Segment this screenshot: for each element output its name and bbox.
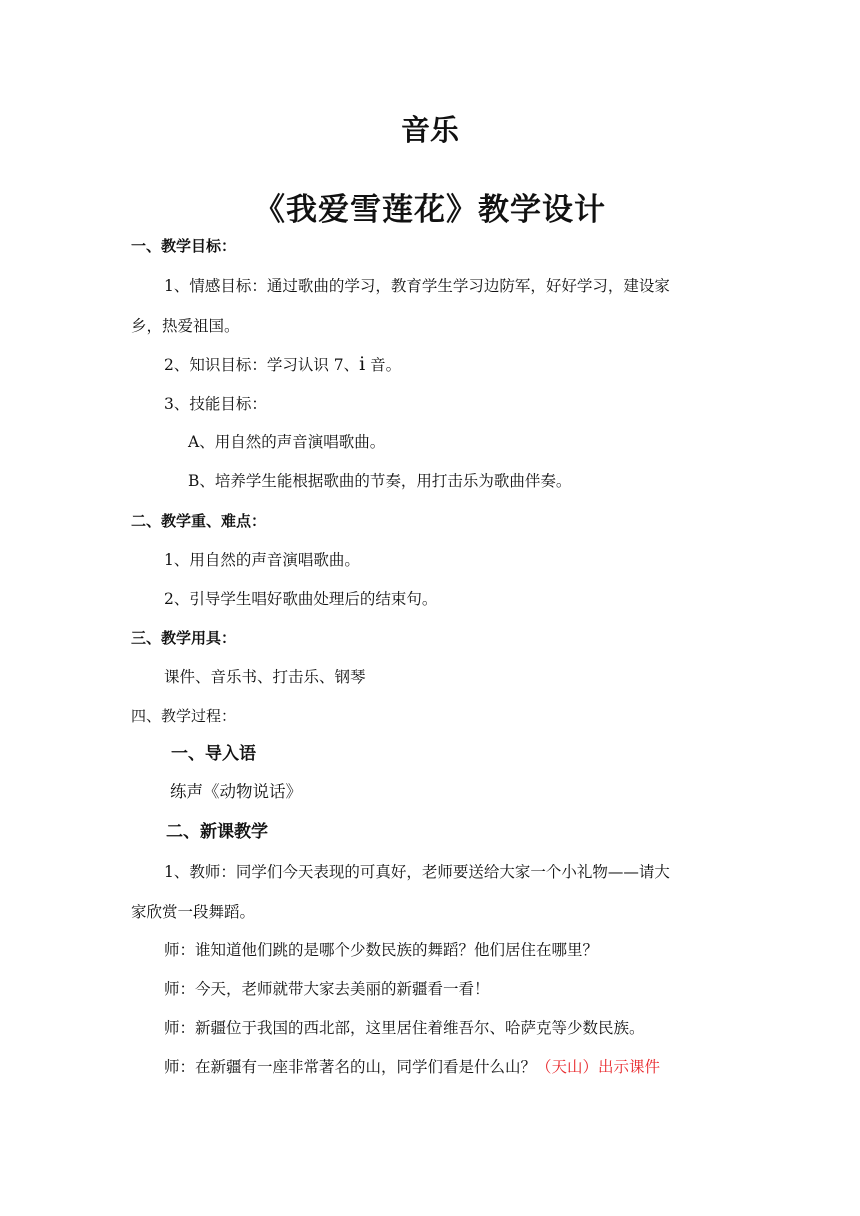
lesson-paragraph-5	[164, 1057, 660, 1077]
objective-3-a: A、用自然的声音演唱歌曲。	[188, 433, 386, 451]
section-heading-tools: 三、教学用具：	[131, 629, 237, 647]
section-heading-process: 四、教学过程：	[131, 707, 237, 725]
lesson-paragraph-5-text: 师：在新疆有一座非常著名的山，同学们看是什么山？	[164, 1058, 537, 1076]
music-note-i: i	[359, 353, 366, 375]
objective-2-text: 2、知识目标：学习认识 7、	[164, 356, 360, 374]
lesson-paragraph-4: 师：新疆位于我国的西北部，这里居住着维吾尔、哈萨克等少数民族。	[164, 1019, 645, 1037]
section-heading-objectives: 一、教学目标：	[131, 237, 237, 255]
tools-list: 课件、音乐书、打击乐、钢琴	[164, 668, 366, 686]
process-intro-text: 练声《动物说话》	[170, 782, 302, 801]
lesson-paragraph-3: 师：今天，老师就带大家去美丽的新疆看一看！	[164, 980, 490, 998]
section-heading-key-points: 二、教学重、难点：	[131, 512, 267, 530]
process-sub-intro: 一、导入语	[171, 744, 256, 764]
objective-1-line-2: 乡，热爱祖国。	[131, 317, 240, 335]
key-point-2: 2、引导学生唱好歌曲处理后的结束句。	[164, 590, 438, 608]
objective-3-b: B、培养学生能根据歌曲的节奏，用打击乐为歌曲伴奏。	[188, 472, 572, 490]
objective-3: 3、技能目标：	[164, 395, 267, 413]
lesson-paragraph-2: 师：谁知道他们跳的是哪个少数民族的舞蹈？他们居住在哪里？	[164, 941, 599, 959]
courseware-note: （天山）出示课件	[536, 1058, 661, 1076]
document-title: 音乐	[400, 113, 459, 147]
key-point-1: 1、用自然的声音演唱歌曲。	[164, 551, 360, 569]
objective-2	[164, 354, 401, 375]
document-subtitle: 《我爱雪莲花》教学设计	[254, 192, 606, 228]
lesson-paragraph-1-line-2: 家欣赏一段舞蹈。	[131, 903, 256, 921]
objective-1-line-1: 1、情感目标：通过歌曲的学习，教育学生学习边防军，好好学习，建设家	[164, 277, 670, 295]
lesson-paragraph-1-line-1: 1、教师：同学们今天表现的可真好，老师要送给大家一个小礼物——请大	[164, 863, 670, 881]
objective-2-suffix: 音。	[365, 356, 402, 374]
process-sub-new-lesson: 二、新课教学	[166, 822, 268, 842]
